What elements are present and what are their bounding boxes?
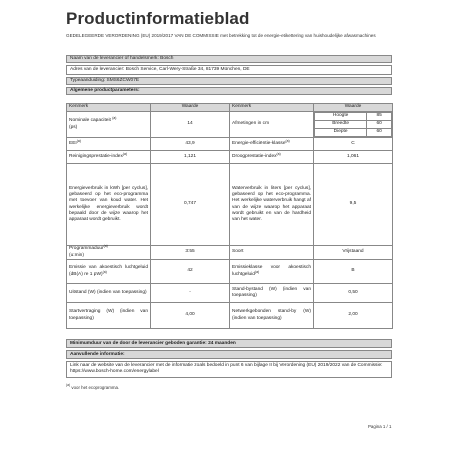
depth-label: Diepte bbox=[315, 129, 367, 137]
height-label: Hoogte bbox=[315, 113, 367, 121]
general-params-row bbox=[66, 87, 392, 95]
off-mode-label: Uitstand (W) (indien van toepassing) bbox=[67, 284, 151, 303]
table-row bbox=[67, 260, 393, 284]
parameters-table bbox=[66, 103, 393, 329]
additional-info-heading: Aanvullende informatie: bbox=[70, 351, 125, 357]
energy-class-label: Energie-efficiëntie-klasse$^{(a)}$ bbox=[230, 138, 314, 151]
header-kenmerk-2: Kenmerk bbox=[230, 104, 314, 112]
dimensions-label: Afmetingen in cm bbox=[230, 112, 314, 138]
supplier-name-row bbox=[66, 55, 392, 63]
height-value: 85 bbox=[367, 113, 392, 121]
additional-info-row bbox=[66, 350, 392, 359]
cleaning-label: Reinigingsprestatie-index$^{(a)}$ bbox=[67, 151, 151, 164]
supplier-address: Adres van de leverancier: Bosch Service, Carl-Wery-Straße 34, 81739 München, DE bbox=[70, 67, 250, 72]
regulation-text: GEDELEGEERDE VERORDENING (EU) 2019/2017 VAN DE COMMISSIE met betrekking tot de energie-etikettering van huishoudelijke afwasmachines bbox=[66, 33, 376, 38]
noise-class-value: B bbox=[314, 260, 393, 284]
table-row bbox=[67, 246, 393, 260]
supplier-name: Naam van de leverancier of handelsmerk: Bosch bbox=[70, 56, 174, 61]
page-title: Productinformatieblad bbox=[66, 9, 250, 28]
footnote: $^{(a)}$ voor het ecoprogramma. bbox=[66, 383, 120, 390]
supplier-link-text[interactable]: Link naar de website van de leverancier met de informatie zoals bedoeld in punt 6 van bijlage II bij Verordening (EU) 2019/2022 van de Commissie: https://www.bosch-home.com/energylabel bbox=[70, 363, 383, 374]
program-duration-label: Programmaduur$^{(a)}$ (u:min) bbox=[67, 246, 151, 260]
table-row bbox=[67, 284, 393, 303]
general-params-heading: Algemene productparameters: bbox=[70, 88, 140, 93]
water-consumption-value: 9,5 bbox=[314, 164, 393, 246]
drying-label: Droogprestatie-index$^{(a)}$ bbox=[230, 151, 314, 164]
width-value: 60 bbox=[367, 121, 392, 129]
noise-value: 42 bbox=[151, 260, 230, 284]
eei-label: EEI$^{(a)}$ bbox=[67, 138, 151, 151]
type-label: Soort bbox=[230, 246, 314, 260]
table-row bbox=[67, 303, 393, 329]
depth-value: 60 bbox=[367, 129, 392, 137]
capacity-value: 14 bbox=[151, 112, 230, 138]
drying-value: 1,061 bbox=[314, 151, 393, 164]
capacity-label: Nominale capaciteit $^{(a)}$ (ps) bbox=[67, 112, 151, 138]
type-value: Vrijstaand bbox=[314, 246, 393, 260]
header-waarde-2: Waarde bbox=[314, 104, 393, 112]
dimensions-cell bbox=[314, 112, 393, 138]
delay-start-label: Startvertraging (W) (indien van toepassing) bbox=[67, 303, 151, 329]
warranty-text: Minimumduur van de door de leverancier geboden garantie: 24 maanden bbox=[70, 340, 236, 346]
model-row bbox=[66, 77, 392, 85]
table-row bbox=[67, 112, 393, 138]
network-standby-label: Netwerkgebonden stand-by (W) (indien van toepassing) bbox=[230, 303, 314, 329]
noise-label: Emissie van akoestisch luchtgeluid (dB(A) re 1 pW)$^{(a)}$ bbox=[67, 260, 151, 284]
supplier-address-row bbox=[66, 65, 392, 75]
noise-class-label: Emissieklasse voor akoestisch luchtgeluid$^{(a)}$ bbox=[230, 260, 314, 284]
width-label: Breedte bbox=[315, 121, 367, 129]
header-waarde: Waarde bbox=[151, 104, 230, 112]
warranty-row bbox=[66, 339, 392, 348]
dimensions-table bbox=[314, 112, 392, 137]
network-standby-value: 2,00 bbox=[314, 303, 393, 329]
water-consumption-label: Waterverbruik in liters [per cyclus], gebaseerd op het eco-programma. Het werkelijke waterverbruik hangt af van de wijze waarop het apparaat wordt gebruikt en van de hardheid van het water. bbox=[230, 164, 314, 246]
standby-label: Stand-bystand (W) (indien van toepassing) bbox=[230, 284, 314, 303]
table-row bbox=[67, 138, 393, 151]
table-row bbox=[67, 164, 393, 246]
energy-class-value: C bbox=[314, 138, 393, 151]
table-row bbox=[67, 151, 393, 164]
link-row bbox=[66, 361, 392, 378]
program-duration-value: 3:55 bbox=[151, 246, 230, 260]
cleaning-value: 1,121 bbox=[151, 151, 230, 164]
energy-consumption-value: 0,747 bbox=[151, 164, 230, 246]
energy-consumption-label: Energieverbruik in kWh [per cyclus], gebaseerd op het eco-programma met toevoer van koud water. Het werkelijke energieverbruik wordt bepaald door de wijze waarop het apparaat wordt gebruikt. bbox=[67, 164, 151, 246]
delay-start-value: 4,00 bbox=[151, 303, 230, 329]
table-header-row bbox=[67, 104, 393, 112]
page-number: Pagina 1 / 1 bbox=[368, 424, 392, 429]
eei-value: 43,9 bbox=[151, 138, 230, 151]
model-identifier: Typeaanduiding: SMS6ZCW07E bbox=[70, 78, 140, 83]
off-mode-value: - bbox=[151, 284, 230, 303]
standby-value: 0,50 bbox=[314, 284, 393, 303]
header-kenmerk: Kenmerk bbox=[67, 104, 151, 112]
